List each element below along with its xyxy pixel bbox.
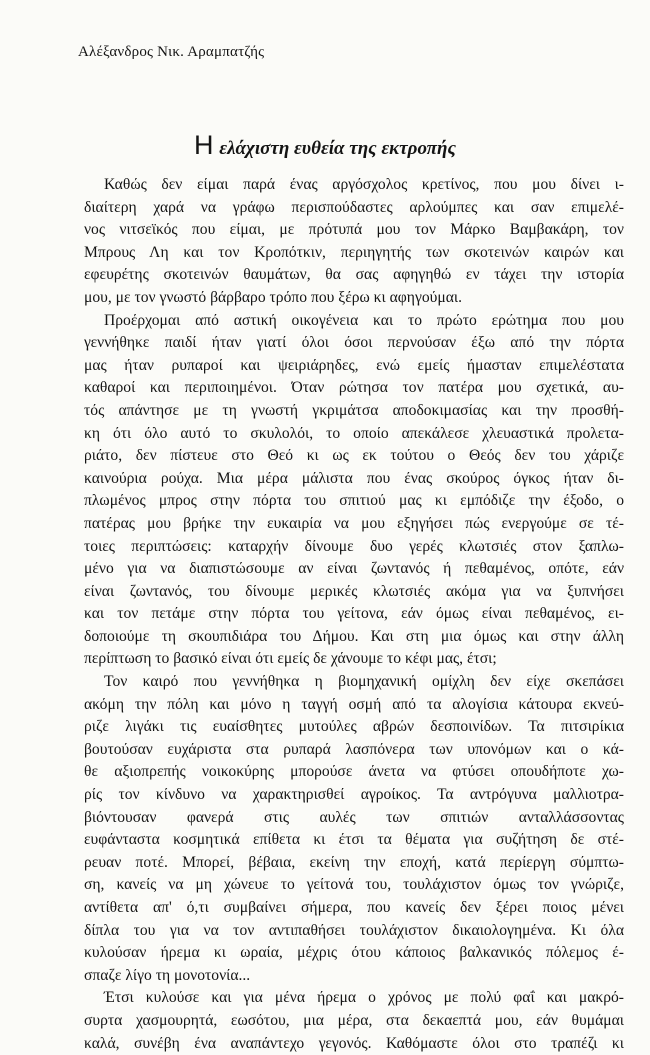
text-line: Έτσι κυλούσε και για μένα ήρεμα ο χρόνος με πολύ φαΐ και μακρό- [104,989,624,1007]
text-line: Καθώς δεν είμαι παρά ένας αργόσχολος κρετίνος, που μου δίνει ι- [104,176,624,193]
text-line: νος νιτσεϊκός που είμαι, με πρότυπά μου τον Μάρκο Βαμβακάρη, τον [84,221,624,239]
text-line: κυλούσαν ήρεμα κι ωραία, μέχρις ότου κάποιος βαλκανικός πόλεμος έ- [84,944,624,962]
chapter-title [0,130,650,161]
text-line: μου, με τον γνωστό βάρβαρο τρόπο που ξέρω κι αφηγούμαι. [84,288,462,306]
paragraph [84,671,624,987]
running-header-author: Αλέξανδρος Νικ. Αραμπατζής [78,44,265,60]
text-line: Μπρους Λη και τον Κροπότκιν, περιηγητής των σκοτεινών καιρών και [84,243,624,261]
text-line: είναι ζωντανός, του δίνουμε μερικές κλωτσιές ακόμα για να ξυπνήσει [84,582,624,600]
text-line: ακόμη την πόλη και μόνο η ταγγή οσμή από τα αλογίσια κάτουρα εκνεύ- [84,695,624,713]
text-line: ρίς τον κίνδυνο να χαρακτηρισθεί αγροίκος. Τα αντρόγυνα μαλλιοτρα- [84,786,624,804]
text-line: σπαζε λίγο τη μονοτονία... [84,966,251,984]
text-line: πατέρας μου βρήκε την ευκαιρία να μου εξηγήσει πώς ενεργούμε σε τέ- [84,514,624,532]
text-line: δοποιούμε τη σκουπιδιάρα του Δήμου. Και στη μια όμως και στην άλλη [84,627,624,645]
text-line: μένο για να διαπιστώσουμε αν είναι ζωντανός ή πεθαμένος, οπότε, εάν [84,560,624,578]
text-line: συρτα χασμουρητά, εωσότου, μια μέρα, στα δεκαεπτά μου, εάν θυμάμαι [84,1011,624,1029]
text-line: θε αξιοπρεπής νοικοκύρης μπορούσε άνετα να φτύσει οπουδήποτε χω- [84,763,624,781]
text-line: διαίτερη χαρά να γράφω περισπούδαστες αρλούμπες και σαν επιμελέ- [84,198,624,216]
text-line: βιόντουσαν φανερά στις αυλές των σπιτιών ανταλλάσσοντας [84,808,624,826]
text-line: κη ότι όλο αυτό το σκυλολόι, το οποίο απεκάλεσε χλευαστικά προλετα- [84,424,624,442]
text-line: ρευαν ποτέ. Μπορεί, βέβαια, εκείνη την εποχή, κατά περίεργη σύμπτω- [84,853,624,871]
paragraph [84,174,624,310]
text-line: και τον πετάμε στην πόρτα του γείτονα, εάν όμως είναι πεθαμένος, ει- [84,605,624,623]
text-line: Τον καιρό που γεννήθηκα η βιομηχανική ομίχλη δεν είχε σκεπάσει [104,673,624,691]
text-line: καινούρια ρούχα. Μια μέρα μάλιστα που ένας σκούρος όγκος ήταν δι- [84,469,624,487]
text-line: τός απάντησε με τη γνωστή γκριμάτσα αποδοκιμασίας και την προσθή- [84,401,624,419]
text-line: εφευρέτης σκοτεινών θαυμάτων, θα σας αφηγηθώ εν τάχει την ιστορία [84,266,624,284]
body-text [84,174,624,1055]
text-line: βουτούσαν ευχάριστα στα ρυπαρά λασπόνερα των υπονόμων και ο κά- [84,740,624,758]
paragraph [84,310,624,672]
chapter-title-initial: Η [194,130,214,160]
text-line: καθαροί και περιποιημένοι. Όταν ρώτησα τον πατέρα μου σχετικά, αυ- [84,379,624,397]
chapter-title-text: ελάχιστη ευθεία της εκτροπής [214,138,456,159]
text-line: γεννήθηκε παιδί ήταν γιατί όλοι όσοι περνούσαν έξω από την πόρτα [84,334,624,352]
text-line: πλωμένος μπρος στην πόρτα του σπιτιού μας κι εμπόδιζε την έξοδο, ο [84,492,624,510]
text-line: ευφάνταστα κοσμητικά επίθετα κι έτσι τα θέματα για συζήτηση δε στέ- [84,831,624,849]
text-line: ριάτο, δεν πίστευε στο Θεό κι ως εκ τούτου ο Θεός δεν του χάριζε [84,447,624,465]
text-line: μας ήταν ρυπαροί και ψειριάρηδες, ενώ εμείς ήμασταν επιμελέστατα [84,356,624,374]
text-line: δίπλα του για να τον αντιπαθήσει τουλάχιστον δικαιολογημένα. Κι όλα [84,921,624,939]
text-line: περίπτωση το βασικό είναι ότι εμείς δε χάνουμε το κέφι μας, έτσι; [84,650,497,668]
text-line: ριζε λιγάκι τις ευαίσθητες μυτούλες αβρών δεσποινίδων. Τα πιτσιρίκια [84,718,624,736]
paragraph [84,987,624,1055]
text-line: αντίθετα απ' ό,τι συμβαίνει σήμερα, που κανείς δεν ξέρει ποιος μένει [84,899,624,916]
text-line: ση, κανείς να μη χώνευε το γείτονά του, τουλάχιστον όμως τον γνώριζε, [84,876,624,894]
text-line: τοιες περιπτώσεις: καταρχήν δίνουμε δυο γερές κλωτσιές στον ξαπλω- [84,537,624,555]
text-line: καλά, συνέβη ένα αναπάντεχο γεγονός. Καθόμαστε όλοι στο τραπέζι κι [84,1034,624,1052]
text-line: Προέρχομαι από αστική οικογένεια και το πρώτο ερώτημα που μου [104,311,624,329]
